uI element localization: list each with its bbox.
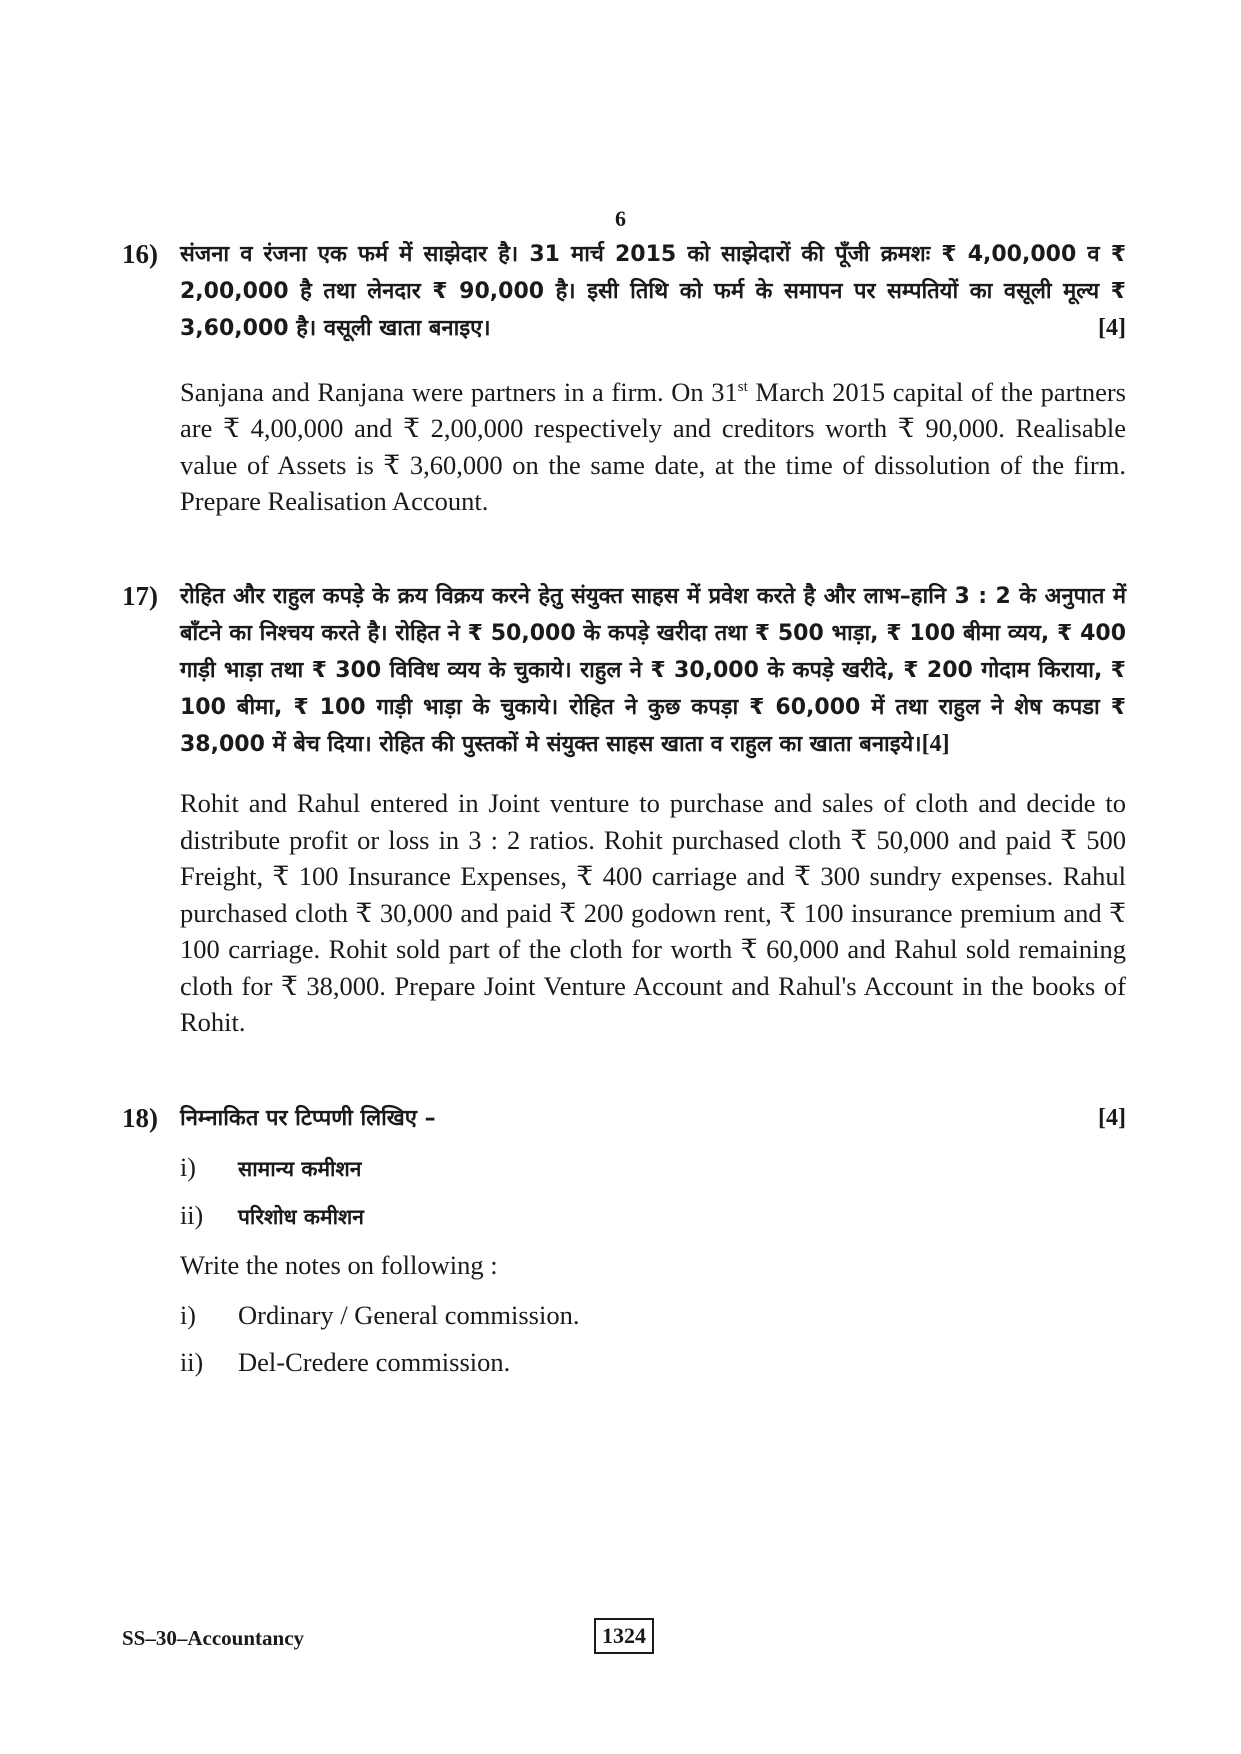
question-text-english (180, 369, 1126, 520)
sub-item-number: ii) (180, 1347, 204, 1377)
english-sub-item (180, 1300, 1126, 1331)
footer-page-code: 1324 (594, 1618, 654, 1654)
question-text-hindi: निम्नाकित पर टिप्पणी लिखिए – (180, 1106, 436, 1131)
hindi-sub-item (180, 1153, 1126, 1183)
marks: [4] (1098, 1105, 1126, 1131)
english-text-part-b: March 2015 capital of the partners are ₹ 4,00,000 and ₹ 2,00,000 respectively and creditors worth ₹ 90,000. Realisable value of Assets is ₹ 3,60,000 on the same date, at the time of dissolution of the firm. Prepare Realisation Account. (180, 376, 1126, 517)
question-number: 16) (122, 239, 158, 269)
question-16 (122, 236, 1126, 520)
question-18 (122, 1100, 1126, 1378)
hindi-text: संजना व रंजना एक फर्म में साझेदार है। 31 मार्च 2015 को साझेदारों की पूँजी क्रमशः ₹ 4,00,000 व ₹ 2,00,000 है तथा लेनदार ₹ 90,000 है। इसी तिथि को फर्म के समापन पर सम्पतियों का वसूली मूल्य ₹ 3,60,000 है। वसूली खाता बनाइए। (180, 242, 1126, 341)
question-text-english: Write the notes on following : (180, 1250, 498, 1280)
marks: [4] (1098, 315, 1126, 341)
english-text-part-a: Sanjana and Ranjana were partners in a firm. On 31 (180, 376, 738, 407)
hindi-sub-item (180, 1201, 1126, 1231)
sub-item-number: i) (180, 1300, 196, 1330)
sub-item-text: Del-Credere commission. (238, 1346, 511, 1377)
sub-item-number: i) (180, 1153, 196, 1182)
hindi-text: रोहित और राहुल कपड़े के क्रय विक्रय करने हेतु संयुक्त साहस में प्रवेश करते है और लाभ–हानि 3 : 2 के अनुपात में बाँटने का निश्चय करते है। रोहित ने ₹ 50,000 के कपड़े खरीदा तथा ₹ 500 भाड़ा, ₹ 100 बीमा व्यय, ₹ 400 गाड़ी भाड़ा तथा ₹ 300 विविध व्यय के चुकाये। राहुल ने ₹ 30,000 के कपड़े खरीदे, ₹ 200 गोदाम किराया, ₹ 100 बीमा, ₹ 100 गाड़ी भाड़ा के चुकाये। रोहित ने कुछ कपड़ा ₹ 60,000 में तथा राहुल ने शेष कपडा ₹ 38,000 में बेच दिया। रोहित की पुस्तकों मे संयुक्त साहस खाता व राहुल का खाता बनाइये। (180, 584, 1126, 757)
sub-item-text: सामान्य कमीशन (238, 1157, 362, 1181)
question-text-hindi (180, 236, 1126, 347)
sub-item-text: Ordinary / General commission. (238, 1299, 580, 1330)
question-text-hindi (180, 578, 1126, 763)
question-number: 17) (122, 581, 158, 611)
sub-item-number: ii) (180, 1201, 204, 1230)
marks: [4] (921, 731, 950, 757)
page-number: 6 (615, 206, 626, 231)
question-text-english: Rohit and Rahul entered in Joint venture to purchase and sales of cloth and decide to distribute profit or loss in 3 : 2 ratios. Rohit purchased cloth ₹ 50,000 and paid ₹ 500 Freight, ₹ 100 Insurance Expenses, ₹ 400 carriage and ₹ 300 sundry expenses. Rahul purchased cloth ₹ 30,000 and paid ₹ 200 godown rent, ₹ 100 insurance premium and ₹ 100 carriage. Rohit sold part of the cloth for worth ₹ 60,000 and Rahul sold remaining cloth for ₹ 38,000. Prepare Joint Venture Account and Rahul's Account in the books of Rohit. (180, 788, 1126, 1037)
footer-subject: SS–30–Accountancy (122, 1626, 305, 1650)
question-17 (122, 578, 1126, 1041)
superscript-st: st (737, 379, 748, 395)
question-number: 18) (122, 1103, 158, 1133)
sub-item-text: परिशोध कमीशन (238, 1205, 364, 1229)
english-sub-item (180, 1347, 1126, 1378)
